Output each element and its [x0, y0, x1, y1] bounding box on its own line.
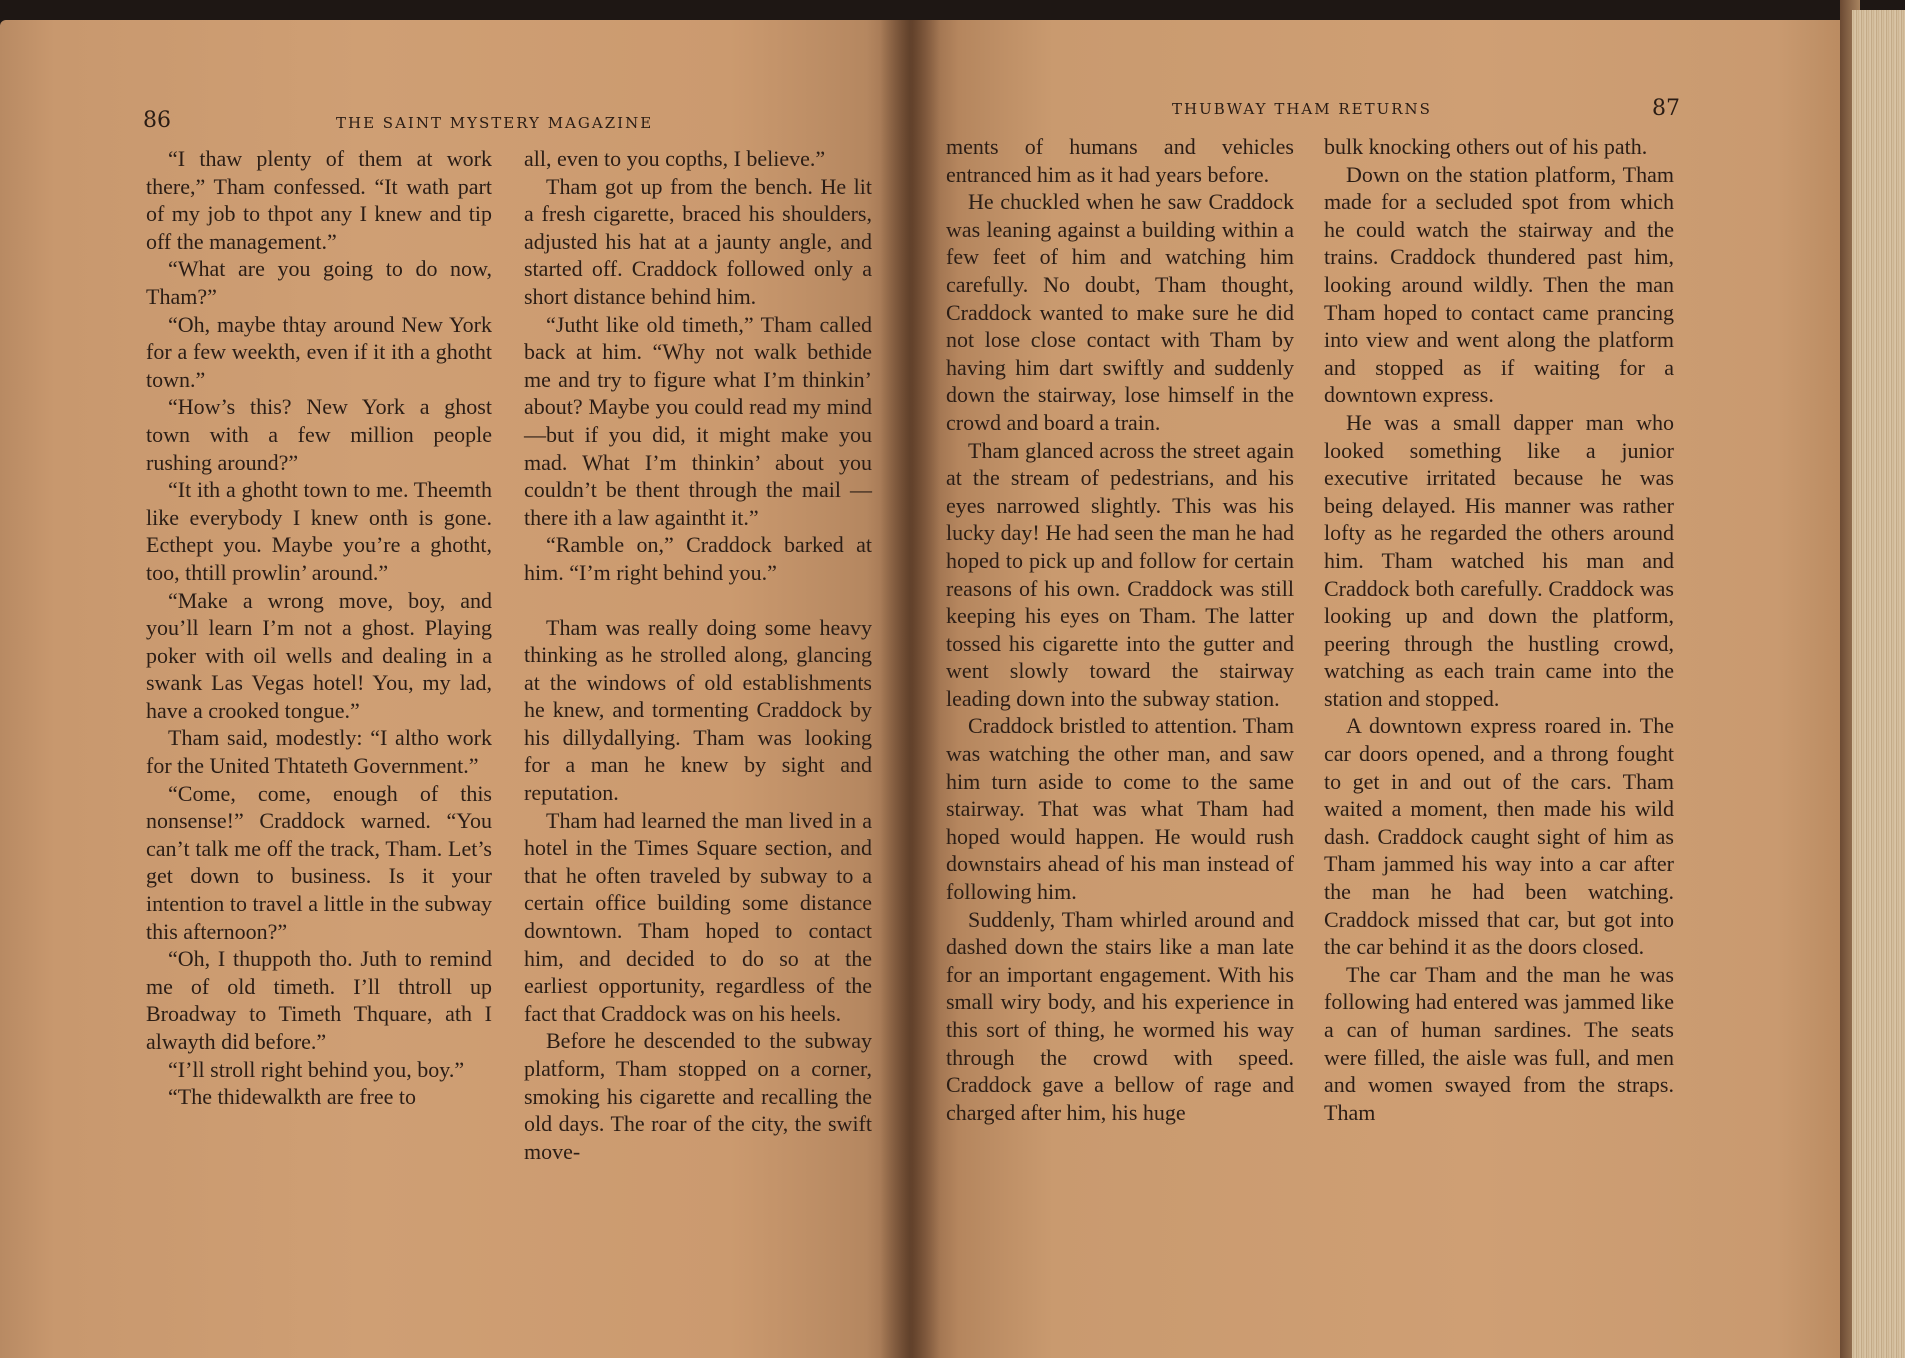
paragraph: “I’ll stroll right behind you, boy.”: [168, 1056, 465, 1082]
paragraph: The car Tham and the man he was following had entered was jammed like a can of human sardines. The seats were filled, the aisle was full, and men and women swayed from the straps. Tham: [1324, 961, 1674, 1125]
left-running-head: THE SAINT MYSTERY MAGAZINE: [336, 114, 654, 132]
paragraph: Before he descended to the subway platform, Tham stopped on a corner, smoking his cigarette and recalling the old days. The roar of the city, the swift move-: [524, 1028, 872, 1164]
paragraph: Tham said, modestly: “I altho work for the United Thtateth Government.”: [146, 725, 492, 779]
paragraph: bulk knocking others out of his path.: [1324, 134, 1648, 159]
paragraph: “How’s this? New York a ghost town with a few million people rushing around?”: [146, 394, 492, 475]
paragraph: “It ith a ghotht town to me. Theemth like everybody I knew onth is gone. Ecthept you. Maybe you’re a ghotht, too, thtill prowlin’ around.”: [146, 477, 492, 585]
paragraph: A downtown express roared in. The car doors opened, and a throng fought to get in and out of the cars. Tham waited a moment, then made his wild dash. Craddock caught sight of him as Tham jammed his way into a car after the man he had been watching. Craddock missed that car, but got into the car behind it as the doors closed.: [1324, 713, 1674, 960]
left-page-number: 86: [143, 108, 171, 133]
paragraph: Down on the station platform, Tham made for a secluded spot from which he could watch the stairway and the trains. Craddock thundered past him, looking around wildly. Then the man Tham hoped to contact came prancing into view and went along the platform and stopped as if waiting for a downtown express.: [1324, 161, 1674, 408]
paragraph: “What are you going to do now, Tham?”: [146, 256, 492, 309]
paragraph: Suddenly, Tham whirled around and dashed down the stairs like a man late for an important engagement. With his small wiry body, and his experience in this sort of thing, he wormed his way through the crowd with speed. Craddock gave a bellow of rage and charged after him, his huge: [946, 906, 1294, 1125]
paragraph: He chuckled when he saw Craddock was leaning against a building within a few feet of him and watching him carefully. No doubt, Tham thought, Craddock wanted to make sure he did not lose close contact with Tham by having him dart swiftly and suddenly down the stairway, lose himself in the crowd and board a train.: [946, 189, 1294, 435]
right-running-head: THUBWAY THAM RETURNS: [1172, 100, 1432, 118]
right-page-column-2: [1324, 133, 1674, 1126]
left-page-column-2: [524, 145, 872, 1165]
paragraph: “Come, come, enough of this nonsense!” Craddock warned. “You can’t talk me off the track, Tham. Let’s get down to business. Is it your intention to travel a little in the subway this afternoon?”: [146, 780, 492, 944]
paragraph: “Make a wrong move, boy, and you’ll learn I’m not a ghost. Playing poker with oil wells and dealing in a swank Las Vegas hotel! You, my lad, have a crooked tongue.”: [146, 587, 492, 723]
paragraph: Tham was really doing some heavy thinking as he strolled along, glancing at the windows of old establishments he knew, and tormenting Craddock by his dillydallying. Tham was looking for a man he knew by sight and reputation.: [524, 614, 872, 806]
left-page-column-1: [146, 145, 492, 1111]
paragraph: “The thidewalkth are free to: [168, 1084, 416, 1110]
right-page-column-1: [946, 133, 1294, 1126]
paragraph: ments of humans and vehicles entranced him as it had years before.: [946, 134, 1294, 187]
paragraph: Craddock bristled to attention. Tham was watching the other man, and saw him turn aside to come to the same stairway. That was what Tham had hoped would happen. He would rush downstairs ahead of his man instead of following him.: [946, 713, 1294, 905]
paragraph: “Ramble on,” Craddock barked at him. “I’m right behind you.”: [524, 532, 872, 585]
paragraph: all, even to you copths, I believe.”: [524, 146, 826, 171]
paragraph: “Oh, maybe thtay around New York for a few weekth, even if it ith a ghotht town.”: [146, 311, 492, 392]
paragraph: “Jutht like old timeth,” Tham called back at him. “Why not walk bethide me and try to figure what I’m thinkin’ about? Maybe you could read my mind—but if you did, it might make you mad. What I’m thinkin’ about you couldn’t be thent through the mail —there ith a law againtht it.”: [524, 311, 872, 530]
page-edges: [1852, 10, 1905, 1358]
paragraph: “I thaw plenty of them at work there,” Tham confessed. “It wath part of my job to thpot any I knew and tip off the management.”: [146, 146, 492, 254]
paragraph: Tham had learned the man lived in a hotel in the Times Square section, and that he often traveled by subway to a certain office building some distance downtown. Tham hoped to contact him, and decided to do so at the earliest opportunity, regardless of the fact that Craddock was on his heels.: [524, 807, 872, 1026]
right-page-number: 87: [1652, 96, 1680, 121]
paragraph: “Oh, I thuppoth tho. Juth to remind me of old timeth. I’ll thtroll up Broadway to Timeth Thquare, ath I alwayth did before.”: [146, 946, 492, 1054]
paragraph: Tham got up from the bench. He lit a fresh cigarette, braced his shoulders, adjusted his hat at a jaunty angle, and started off. Craddock followed only a short distance behind him.: [524, 173, 872, 309]
paragraph: He was a small dapper man who looked something like a junior executive irritated because he was being delayed. His manner was rather lofty as he regarded the others around him. Tham watched his man and Craddock both carefully. Craddock was looking up and down the platform, peering through the hustling crowd, watching as each train came into the station and stopped.: [1324, 409, 1674, 711]
paragraph: Tham glanced across the street again at the stream of pedestrians, and his eyes narrowed slightly. This was his lucky day! He had seen the man he had hoped to pick up and follow for certain reasons of his own. Craddock was still keeping his eyes on Tham. The latter tossed his cigarette into the gutter and went slowly toward the stairway leading down into the subway station.: [946, 437, 1294, 711]
